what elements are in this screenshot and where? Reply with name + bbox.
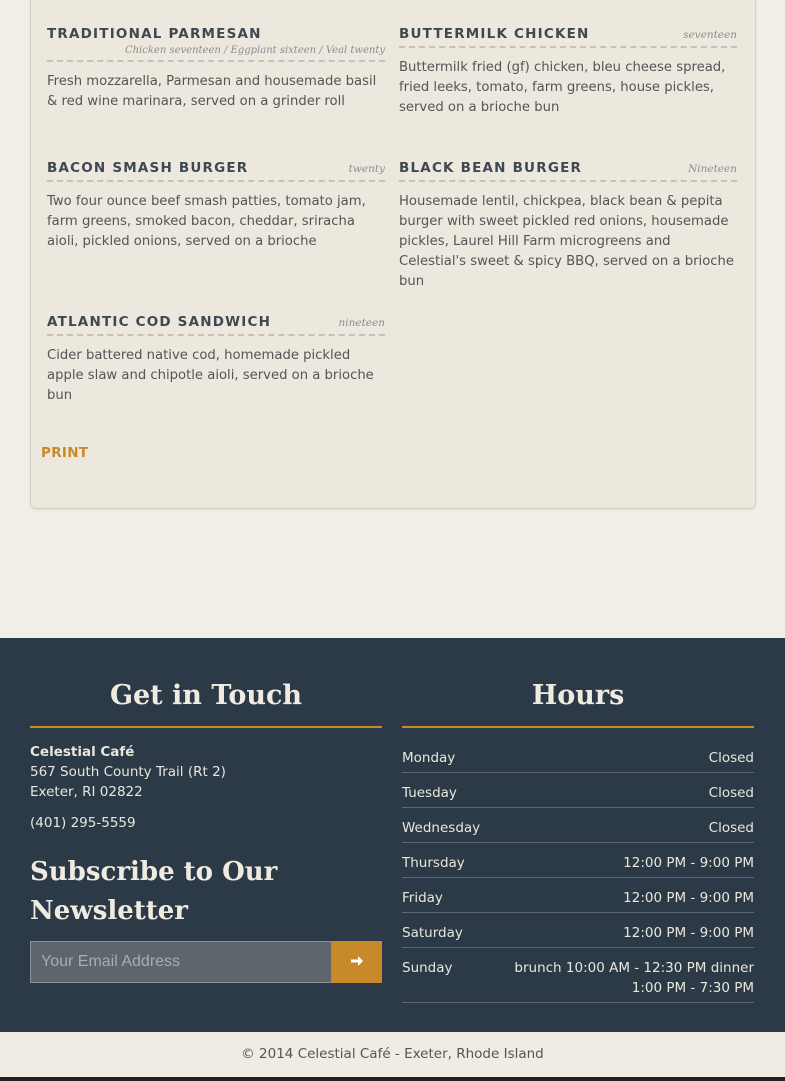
hours-value: Closed (708, 750, 754, 766)
menu-item-price: Nineteen (688, 163, 737, 175)
hours-day: Thursday (402, 855, 465, 871)
hours-value: Closed (708, 785, 754, 801)
hours-value: 12:00 PM - 9:00 PM (623, 855, 754, 871)
copyright-text: © 2014 Celestial Café - Exeter, Rhode Island (0, 1032, 785, 1077)
contact-title: Get in Touch (30, 638, 382, 728)
hours-row (402, 853, 754, 878)
menu-item-name: BACON SMASH BURGER (47, 160, 249, 176)
hours-row (402, 888, 754, 913)
newsletter-title: Subscribe to Our Newsletter (30, 857, 278, 926)
menu-item-price: seventeen (683, 29, 737, 41)
menu-item (399, 160, 737, 292)
hours-value: 12:00 PM - 9:00 PM (623, 890, 754, 906)
contact-column (30, 638, 382, 983)
hours-column (402, 638, 754, 1013)
bottom-bar (0, 1077, 785, 1081)
hours-day: Wednesday (402, 820, 481, 836)
menu-item (399, 26, 737, 118)
hours-title: Hours (402, 638, 754, 728)
hours-list (402, 728, 754, 1003)
print-link[interactable]: PRINT (41, 445, 89, 461)
menu-panel (30, 0, 756, 509)
menu-item-variants: Chicken seventeen / Eggplant sixteen / Veal twenty (124, 45, 385, 56)
hours-day: Friday (402, 890, 443, 906)
menu-item-description: Cider battered native cod, homemade pickled apple slaw and chipotle aioli, served on a brioche bun (47, 348, 374, 403)
address-line-2: Exeter, RI 02822 (30, 784, 143, 800)
menu-item-name: TRADITIONAL PARMESAN (47, 26, 262, 42)
menu-item-description: Buttermilk fried (gf) chicken, bleu cheese spread, fried leeks, tomato, farm greens, house pickles, served on a brioche bun (399, 60, 726, 115)
address-line-1: 567 South County Trail (Rt 2) (30, 764, 226, 780)
menu-item-description: Fresh mozzarella, Parmesan and housemade basil & red wine marinara, served on a grinder roll (47, 74, 377, 109)
hours-row (402, 783, 754, 808)
hours-value: Closed (708, 820, 754, 836)
hours-day: Saturday (402, 925, 463, 941)
menu-item-price: nineteen (338, 317, 385, 329)
menu-item-name: BUTTERMILK CHICKEN (399, 26, 590, 42)
menu-item-price: twenty (348, 163, 385, 175)
site-footer (0, 638, 785, 1032)
hours-day: Sunday (402, 960, 453, 976)
newsletter-form (30, 941, 382, 983)
arrow-right-icon (349, 953, 365, 972)
menu-item-description: Housemade lentil, chickpea, black bean & pepita burger with sweet pickled red onions, housemade pickles, Laurel Hill Farm microgreens and Celestial's sweet & spicy BBQ, served on a brioche bun (399, 194, 734, 289)
email-input[interactable] (30, 941, 332, 983)
hours-day: Monday (402, 750, 456, 766)
menu-item (47, 26, 385, 112)
menu-item (47, 314, 385, 406)
business-name: Celestial Café (30, 744, 135, 760)
contact-address (30, 728, 382, 802)
hours-row (402, 748, 754, 773)
menu-item-description: Two four ounce beef smash patties, tomato jam, farm greens, smoked bacon, cheddar, sriracha aioli, pickled onions, served on a brioche (47, 194, 366, 249)
hours-row (402, 818, 754, 843)
menu-item-name: ATLANTIC COD SANDWICH (47, 314, 272, 330)
subscribe-button[interactable] (332, 941, 382, 983)
hours-row (402, 958, 754, 1003)
hours-row (402, 923, 754, 948)
phone-number[interactable]: (401) 295-5559 (30, 815, 136, 831)
hours-value: 12:00 PM - 9:00 PM (623, 925, 754, 941)
menu-item (47, 160, 385, 252)
menu-item-name: BLACK BEAN BURGER (399, 160, 583, 176)
hours-value: brunch 10:00 AM - 12:30 PM dinner 1:00 PM - 7:30 PM (514, 960, 754, 996)
hours-day: Tuesday (402, 785, 457, 801)
